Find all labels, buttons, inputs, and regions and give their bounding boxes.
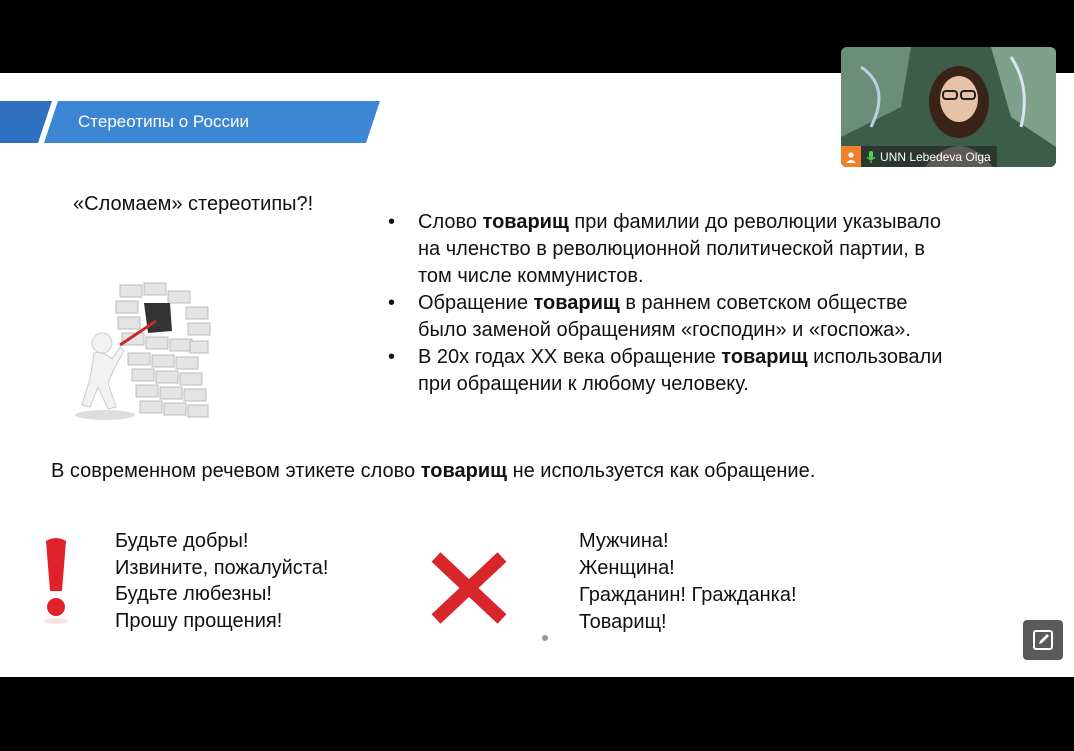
bullet-item: • Обращение товарищ в раннем советском обществе было заменой обращениям «господин» и «госпожа».	[388, 292, 911, 341]
bullet-item: • В 20х годах XX века обращение товарищ использовали при обращении к любому человеку.	[388, 346, 943, 395]
annotate-button[interactable]	[1023, 620, 1063, 660]
participant-video[interactable]	[841, 47, 1056, 167]
keyword: товарищ	[721, 346, 808, 368]
list-item: Женщина!	[579, 557, 675, 579]
list-item: Товарищ!	[579, 611, 667, 633]
list-item: Гражданин! Гражданка!	[579, 584, 797, 606]
breaking-wall-illustration	[60, 273, 230, 433]
edit-icon	[1032, 629, 1054, 651]
bullet-marker: •	[388, 292, 396, 314]
slide-question: «Сломаем» стереотипы?!	[73, 193, 314, 215]
list-item: Извините, пожалуйста!	[115, 556, 329, 579]
list-item: Прошу прощения!	[115, 609, 283, 632]
participant-label	[841, 146, 997, 167]
correct-forms-list	[115, 528, 328, 634]
user-icon	[841, 146, 861, 167]
keyword: товарищ	[533, 292, 620, 314]
etiquette-statement: В современном речевом этикете слово товарищ не используется как обращение.	[51, 460, 816, 482]
cross-icon	[428, 549, 510, 627]
participant-name: UNN Lebedeva Olga	[880, 149, 991, 164]
exclamation-icon	[36, 535, 76, 625]
wrong-forms-list	[579, 528, 797, 636]
bullet-marker: •	[388, 211, 396, 233]
mic-icon	[865, 150, 877, 164]
slide-title: Стереотипы о России	[78, 112, 249, 131]
list-item: Будьте добры!	[115, 530, 249, 552]
keyword: товарищ	[482, 211, 569, 233]
list-item: Будьте любезны!	[115, 583, 272, 605]
bullet-list	[388, 209, 1028, 398]
bullet-item: • Слово товарищ при фамилии до революции указывало на членство в революционной политической партии, в том числе коммунистов.	[388, 211, 942, 287]
bullet-marker: •	[388, 346, 396, 368]
list-item: Мужчина!	[579, 530, 669, 552]
pointer-dot	[542, 635, 548, 641]
keyword: товарищ	[420, 460, 508, 482]
